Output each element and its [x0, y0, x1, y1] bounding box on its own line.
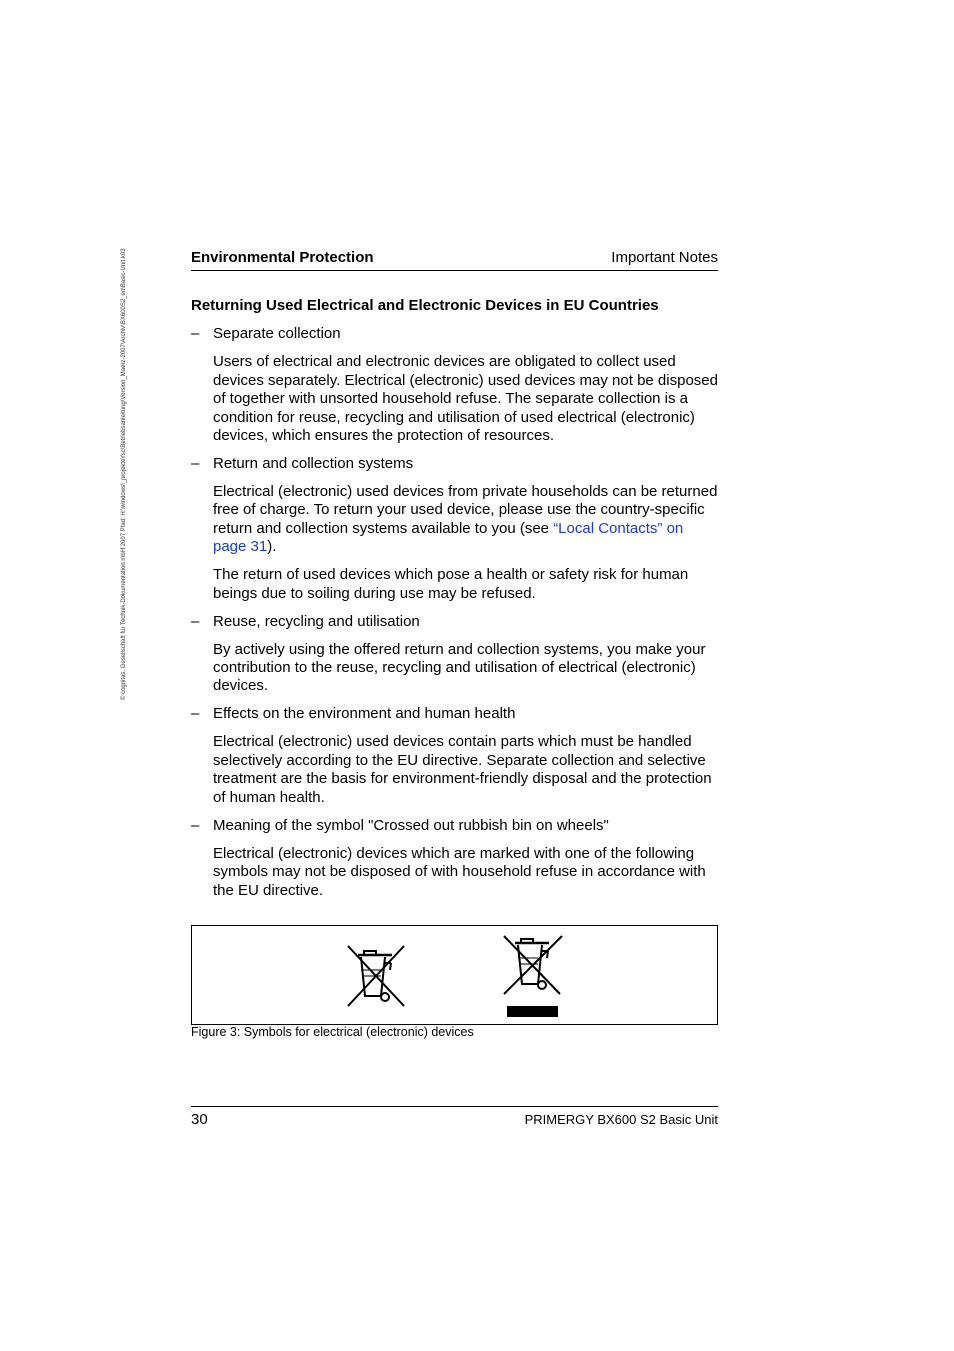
- figure-caption: Figure 3: Symbols for electrical (electronic) devices: [191, 1025, 474, 1039]
- list-item-separate-collection: [191, 325, 718, 343]
- list-item-return-collection: [191, 455, 718, 473]
- paragraph-text: ).: [267, 538, 277, 556]
- page-number: 30: [191, 1111, 208, 1128]
- list-item-title: Meaning of the symbol "Crossed out rubbish bin on wheels": [213, 816, 609, 834]
- crossed-bin-with-bar-icon: [501, 932, 565, 1020]
- list-item-effects-environment: [191, 705, 718, 723]
- list-item-title: Reuse, recycling and utilisation: [213, 612, 420, 630]
- paragraph: Users of electrical and electronic devices are obligated to collect used devices separately. Electrical (electronic) used devices may not be disposed of together with unsorted household refuse. The separate collection is a condition for reuse, recycling and utilisation of used electrical (electronic) devices, which ensures the protection of resources.: [213, 353, 718, 445]
- crossed-bin-icon: [344, 942, 408, 1008]
- page-content: [191, 297, 718, 910]
- list-dash: –: [191, 612, 200, 630]
- paragraph: Electrical (electronic) used devices contain parts which must be handled selectively according to the EU directive. Separate collection and selective treatment are the basis for environment-friendly disposal and the protection of human health.: [213, 733, 712, 806]
- local-contacts-link[interactable]: “Local Contacts” on page 31: [213, 519, 684, 556]
- paragraph: [191, 483, 718, 557]
- list-item-reuse-recycling: [191, 613, 718, 631]
- list-item-symbol-meaning: [191, 817, 718, 835]
- header-chapter-title: Important Notes: [611, 249, 718, 266]
- header-section-title: Environmental Protection: [191, 249, 374, 266]
- list-dash: –: [191, 705, 200, 723]
- side-margin-note: © cognitas. Gesellschaft für Technik-Dokumentation mbH 2007 Pfad: H:\windows\_projekte\fsc\Betriebsanleitung\Version_Maerz-2007\Archiv\BX600S2_en\Basic-Unit.k03: [121, 248, 127, 700]
- list-dash: –: [191, 816, 200, 834]
- list-dash: –: [191, 455, 200, 473]
- section-heading: Returning Used Electrical and Electronic Devices in EU Countries: [191, 297, 659, 314]
- paragraph: The return of used devices which pose a health or safety risk for human beings due to soiling during use may be refused.: [213, 566, 689, 602]
- page-footer: [191, 1106, 718, 1137]
- page-header: [191, 248, 718, 271]
- list-item-title: Return and collection systems: [213, 455, 414, 473]
- symbols-figure: [191, 925, 718, 1025]
- paragraph: By actively using the offered return and collection systems, you make your contribution to the reuse, recycling and utilisation of electrical (electronic) devices.: [213, 640, 706, 695]
- paragraph-text: Electrical (electronic) used devices from private households can be returned free of charge. To return your used device, please use the country-specific return and collection systems available to you (see: [213, 483, 718, 537]
- footer-title: PRIMERGY BX600 S2 Basic Unit: [524, 1112, 718, 1127]
- list-item-title: Effects on the environment and human health: [213, 705, 516, 723]
- paragraph: Electrical (electronic) devices which are marked with one of the following symbols may not be disposed of with household refuse in accordance with the EU directive.: [213, 844, 706, 899]
- list-dash: –: [191, 325, 200, 343]
- list-item-title: Separate collection: [213, 325, 341, 343]
